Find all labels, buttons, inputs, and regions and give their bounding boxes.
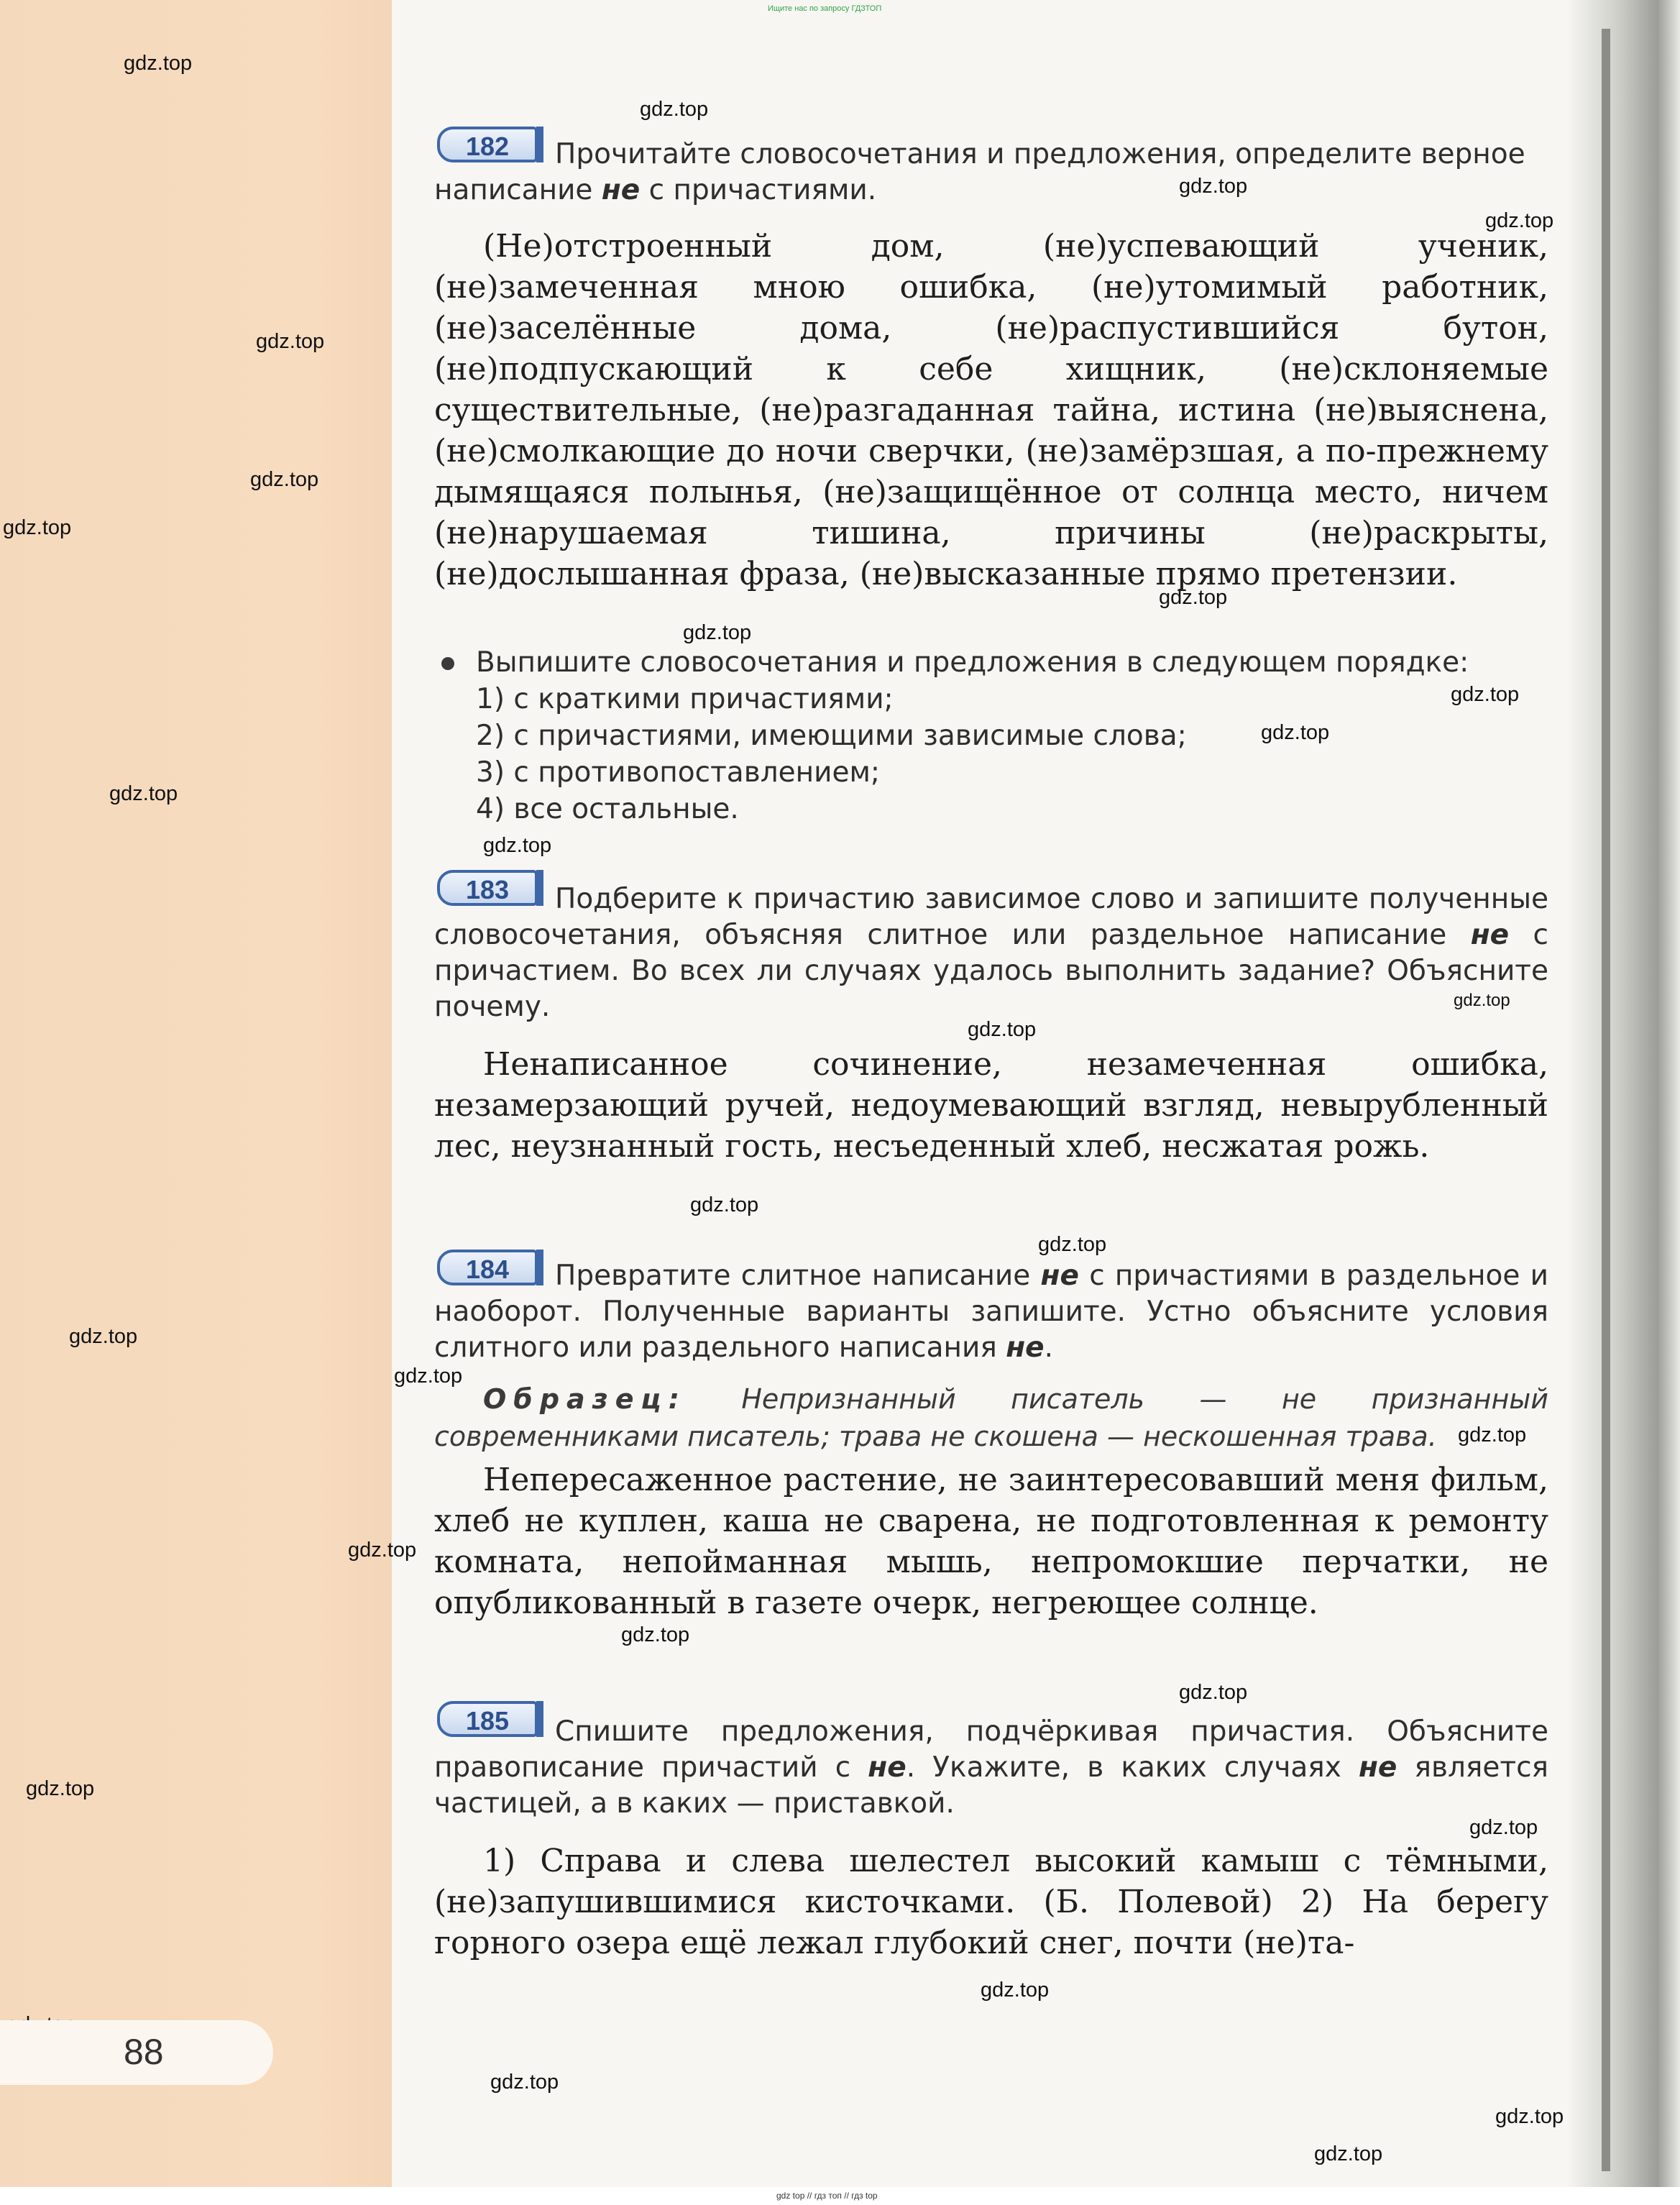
watermark: gdz.top bbox=[250, 468, 319, 491]
watermark: gdz.top bbox=[690, 1193, 759, 1216]
task-text: . bbox=[1044, 1331, 1054, 1364]
watermark: gdz.top bbox=[348, 1539, 417, 1562]
sample-text: Непризнанный писатель — не признанный современниками писатель; трава не скошена — нескошенная трава. bbox=[434, 1383, 1548, 1452]
exercise-182-task bbox=[434, 137, 1548, 208]
bullet-icon bbox=[441, 657, 454, 670]
assignment-item: 3) с противопоставлением; bbox=[476, 756, 881, 789]
task-emphasis: не bbox=[1040, 1260, 1079, 1292]
assignment-bullet bbox=[434, 644, 1556, 681]
task-emphasis: не bbox=[601, 174, 641, 206]
exercise-182-text bbox=[434, 226, 1548, 595]
left-margin bbox=[0, 0, 392, 2205]
task-emphasis: не bbox=[868, 1751, 906, 1784]
watermark: gdz.top bbox=[1314, 2142, 1383, 2165]
sample-label: Образец: bbox=[483, 1383, 687, 1415]
watermark: gdz.top bbox=[3, 516, 72, 539]
watermark: gdz.top bbox=[1485, 209, 1554, 232]
exercise-text-paragraph: (Не)отстроенный дом, (не)успевающий ученик, (не)замеченная мною ошибка, (не)утомимый работник, (не)заселённые дома, (не)распустившийся бутон, (не)подпускающий к себе хищник, (не)склоняемые существительные, (не)разгаданная тайна, истина (не)выяснена, (не)смолкающие до ночи сверчки, (не)замёрзшая, а по-прежнему дымящаяся полынья, (не)защищённое от солнца место, ничем (не)нарушаемая тишина, причины (не)раскрыты, (не)дослышанная фраза, (не)высказанные прямо претензии. bbox=[434, 228, 1548, 592]
watermark: gdz.top bbox=[1261, 721, 1330, 744]
task-text: Прочитайте словосочетания и предложения, определите верное bbox=[555, 138, 1525, 170]
task-text: . Укажите, в каких случаях bbox=[906, 1751, 1359, 1784]
watermark: gdz.top bbox=[981, 1979, 1050, 2002]
watermark: gdz.top bbox=[1454, 991, 1510, 1010]
watermark: gdz.top bbox=[1458, 1424, 1527, 1447]
watermark: gdz.top bbox=[683, 621, 752, 644]
header-note: Ищите нас по запросу ГДЗТОП bbox=[768, 4, 882, 13]
task-text: Подберите к причастию зависимое слово и запишите полученные словосочетания, объясняя слитное или раздельное написание bbox=[434, 883, 1548, 951]
exercise-number: 184 bbox=[465, 1255, 510, 1284]
assignment-item: 1) с краткими причастиями; bbox=[476, 683, 894, 715]
assignment-text: Выпишите словосочетания и предложения в следующем порядке: bbox=[476, 646, 1469, 679]
task-text: с причастиями. bbox=[640, 174, 877, 206]
watermark: gdz.top bbox=[1179, 175, 1248, 198]
watermark: gdz.top bbox=[1469, 1816, 1538, 1839]
watermark: gdz.top bbox=[109, 782, 178, 805]
watermark: gdz.top bbox=[1451, 683, 1520, 706]
exercise-text-paragraph: Непересаженное растение, не заинтересовавший меня фильм, хлеб не куплен, каша не сварена, не подготовленная к ремонту комната, непойманная мышь, непромокшие перчатки, не опубликованный в газете очерк, негреющее солнце. bbox=[434, 1462, 1548, 1621]
watermark: gdz.top bbox=[1495, 2105, 1564, 2128]
watermark: gdz.top bbox=[124, 52, 193, 75]
task-emphasis: не bbox=[1006, 1331, 1045, 1364]
watermark: gdz.top bbox=[640, 98, 709, 121]
exercise-185-task bbox=[434, 1714, 1548, 1822]
book-spine-edge bbox=[1602, 29, 1610, 2171]
exercise-185-text bbox=[434, 1840, 1548, 1963]
watermark: gdz.top bbox=[256, 330, 325, 353]
task-emphasis: не bbox=[1470, 919, 1510, 951]
watermark: gdz.top bbox=[483, 834, 552, 857]
exercise-text-paragraph: 1) Справа и слева шелестел высокий камыш с тёмными, (не)запушившимися кисточками. (Б. Полевой) 2) На берегу горного озера ещё лежал глубокий снег, почти (не)та- bbox=[434, 1843, 1548, 1961]
watermark: gdz.top bbox=[1179, 1681, 1248, 1704]
exercise-184-text bbox=[434, 1459, 1548, 1623]
task-text: является частицей, а в каких — приставкой. bbox=[434, 1751, 1548, 1820]
footer-note: gdz top // гдз топ // гдз top bbox=[776, 2191, 878, 2201]
task-text: с причастиями в раздельное и наоборот. Полученные варианты запишите. Устно объясните условия слитного или раздельного написания bbox=[434, 1260, 1548, 1364]
exercise-183-task bbox=[434, 881, 1548, 1025]
exercise-184-sample bbox=[434, 1380, 1548, 1455]
exercise-182-assignment bbox=[434, 644, 1556, 828]
watermark: gdz.top bbox=[490, 2071, 559, 2094]
watermark: gdz.top bbox=[1038, 1233, 1107, 1256]
exercise-183-text bbox=[434, 1044, 1548, 1167]
page-number: 88 bbox=[124, 2032, 164, 2072]
exercise-number: 182 bbox=[465, 132, 510, 161]
exercise-number: 183 bbox=[465, 875, 510, 904]
watermark: gdz.top bbox=[968, 1018, 1037, 1041]
assignment-item: 2) с причастиями, имеющими зависимые слова; bbox=[476, 720, 1187, 752]
watermark: gdz.top bbox=[1159, 586, 1228, 609]
exercise-number: 185 bbox=[465, 1706, 510, 1736]
watermark: gdz.top bbox=[69, 1325, 138, 1348]
watermark: gdz.top bbox=[26, 1777, 95, 1800]
task-text: Превратите слитное написание bbox=[555, 1260, 1041, 1292]
task-text: Спишите предложения, подчёркивая причастия. Объясните правописание причастий с bbox=[434, 1715, 1548, 1784]
assignment-item: 4) все остальные. bbox=[476, 793, 739, 825]
watermark: gdz.top bbox=[394, 1365, 463, 1388]
exercise-text-paragraph: Ненаписанное сочинение, незамеченная ошибка, незамерзающий ручей, недоумевающий взгляд, невырубленный лес, неузнанный гость, несъеденный хлеб, несжатая рожь. bbox=[434, 1046, 1548, 1165]
exercise-184-task bbox=[434, 1258, 1548, 1366]
task-emphasis: не bbox=[1358, 1751, 1397, 1784]
task-text: написание bbox=[434, 174, 602, 206]
watermark: gdz.top bbox=[621, 1623, 690, 1646]
task-text: с причастием. Во всех ли случаях удалось выполнить задание? Объясните почему. bbox=[434, 919, 1549, 1023]
book-spine-shadow bbox=[1567, 0, 1680, 2205]
